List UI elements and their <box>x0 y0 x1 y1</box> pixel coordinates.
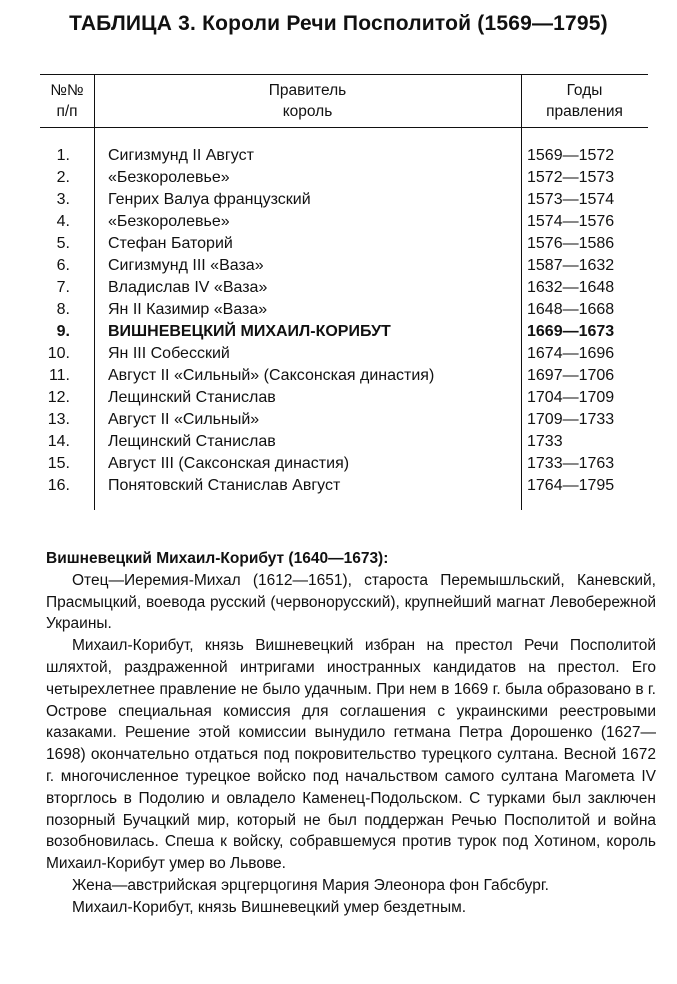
header-ruler-line1: Правитель <box>268 82 347 99</box>
row-number: 3. <box>56 191 70 208</box>
row-years: 1674—1696 <box>527 345 615 362</box>
table-row <box>40 145 648 167</box>
table-row <box>40 431 648 453</box>
row-years: 1669—1673 <box>527 323 615 340</box>
row-ruler: Генрих Валуа французский <box>108 191 311 208</box>
row-ruler: «Безкоролевье» <box>108 213 230 230</box>
row-ruler: ВИШНЕВЕЦКИЙ МИХАИЛ-КОРИБУТ <box>108 323 391 340</box>
article-paragraph: Жена—австрийская эрцгерцогиня Мария Элеонора фон Габсбург. <box>72 876 549 894</box>
table-row <box>40 233 648 255</box>
row-ruler: Лещинский Станислав <box>108 433 276 450</box>
row-years: 1764—1795 <box>527 477 615 494</box>
article <box>46 548 656 919</box>
row-number: 8. <box>56 301 70 318</box>
row-ruler: Стефан Баторий <box>108 235 233 252</box>
header-number <box>40 80 94 122</box>
row-number: 1. <box>56 147 70 164</box>
row-number: 16. <box>47 477 70 494</box>
row-ruler: «Безкоролевье» <box>108 169 230 186</box>
header-years-line2: правления <box>546 103 623 120</box>
table-row <box>40 189 648 211</box>
article-paragraph: Михаил-Корибут, князь Вишневецкий умер бездетным. <box>72 898 467 916</box>
row-ruler: Август II «Сильный» (Саксонская династия) <box>108 367 435 384</box>
row-years: 1587—1632 <box>527 257 615 274</box>
row-number: 15. <box>47 455 70 472</box>
table-row <box>40 255 648 277</box>
row-ruler: Владислав IV «Ваза» <box>108 279 268 296</box>
row-ruler: Август II «Сильный» <box>108 411 260 428</box>
row-number: 4. <box>56 213 70 230</box>
table-row <box>40 211 648 233</box>
row-years: 1573—1574 <box>527 191 615 208</box>
table-row <box>40 167 648 189</box>
header-ruler-line2: король <box>282 103 333 120</box>
table-row <box>40 321 648 343</box>
table-row <box>40 453 648 475</box>
row-number: 12. <box>47 389 70 406</box>
row-ruler: Август III (Саксонская династия) <box>108 455 350 472</box>
table-body <box>40 145 648 497</box>
row-ruler: Ян III Собесский <box>108 345 230 362</box>
table-row <box>40 409 648 431</box>
row-number: 2. <box>56 169 70 186</box>
row-number: 11. <box>48 367 70 384</box>
table-row <box>40 277 648 299</box>
article-paragraph: Михаил-Корибут, князь Вишневецкий избран на престол Речи Посполитой шляхтой, раздраженной интригами иностранных кандидатов на престол. Его четырехлетнее правление не было удачным. При нем в 1669 г. была образовано в г. Острове специальная комиссия для соглашения с украинскими реестровыми казаками. Решение этой комиссии вынудило гетмана Петра Дорошенко (1627—1698) окончательно отдаться под покровительство турецкого султана. Весной 1672 г. многочисленное турецкое войско под начальством самого султана Магомета IV вторглось в Подолию и овладело Каменец-Подольском. С турками был заключен позорный Бучацкий мир, который не был поддержан Речью Посполитой и война возобновилась. Спеша к войску, собравшемуся против турок под Хотином, король Михаил-Корибут умер во Львове. <box>46 637 656 873</box>
row-number: 10. <box>47 345 70 362</box>
row-years: 1576—1586 <box>527 235 615 252</box>
row-ruler: Ян II Казимир «Ваза» <box>108 301 268 318</box>
table-row <box>40 299 648 321</box>
header-years <box>521 80 648 122</box>
page-title: ТАБЛИЦА 3. Короли Речи Посполитой (1569—1795) <box>69 12 608 35</box>
row-number: 5. <box>56 235 70 252</box>
row-number: 7. <box>56 279 70 296</box>
header-number-line2: п/п <box>56 103 78 120</box>
row-ruler: Лещинский Станислав <box>108 389 276 406</box>
table-row <box>40 475 648 497</box>
header-number-line1: №№ <box>50 82 84 99</box>
header-years-line1: Годы <box>566 82 603 99</box>
row-years: 1574—1576 <box>527 213 615 230</box>
table-top-rule <box>40 74 648 75</box>
row-years: 1697—1706 <box>527 367 615 384</box>
table-row <box>40 365 648 387</box>
row-years: 1648—1668 <box>527 301 615 318</box>
row-ruler: Сигизмунд III «Ваза» <box>108 257 264 274</box>
row-years: 1572—1573 <box>527 169 615 186</box>
article-heading: Вишневецкий Михаил-Корибут (1640—1673): <box>46 550 389 567</box>
row-number: 14. <box>47 433 70 450</box>
row-number: 6. <box>56 257 70 274</box>
table-row <box>40 387 648 409</box>
row-years: 1569—1572 <box>527 147 615 164</box>
row-years: 1709—1733 <box>527 411 615 428</box>
table-row <box>40 343 648 365</box>
header-ruler <box>94 80 521 122</box>
table-header-rule <box>40 127 648 128</box>
row-ruler: Понятовский Станислав Август <box>108 477 341 494</box>
row-years: 1704—1709 <box>527 389 615 406</box>
rulers-table <box>40 74 648 510</box>
row-number: 9. <box>56 323 70 340</box>
row-years: 1733 <box>527 433 563 450</box>
article-paragraph: Отец—Иеремия-Михал (1612—1651), староста Перемышльский, Каневский, Прасмыцкий, воевода русский (червонорусский), крупнейший магнат Левобережной Украины. <box>46 571 656 633</box>
row-years: 1632—1648 <box>527 279 615 296</box>
row-years: 1733—1763 <box>527 455 615 472</box>
row-number: 13. <box>47 411 70 428</box>
row-ruler: Сигизмунд II Август <box>108 147 254 164</box>
